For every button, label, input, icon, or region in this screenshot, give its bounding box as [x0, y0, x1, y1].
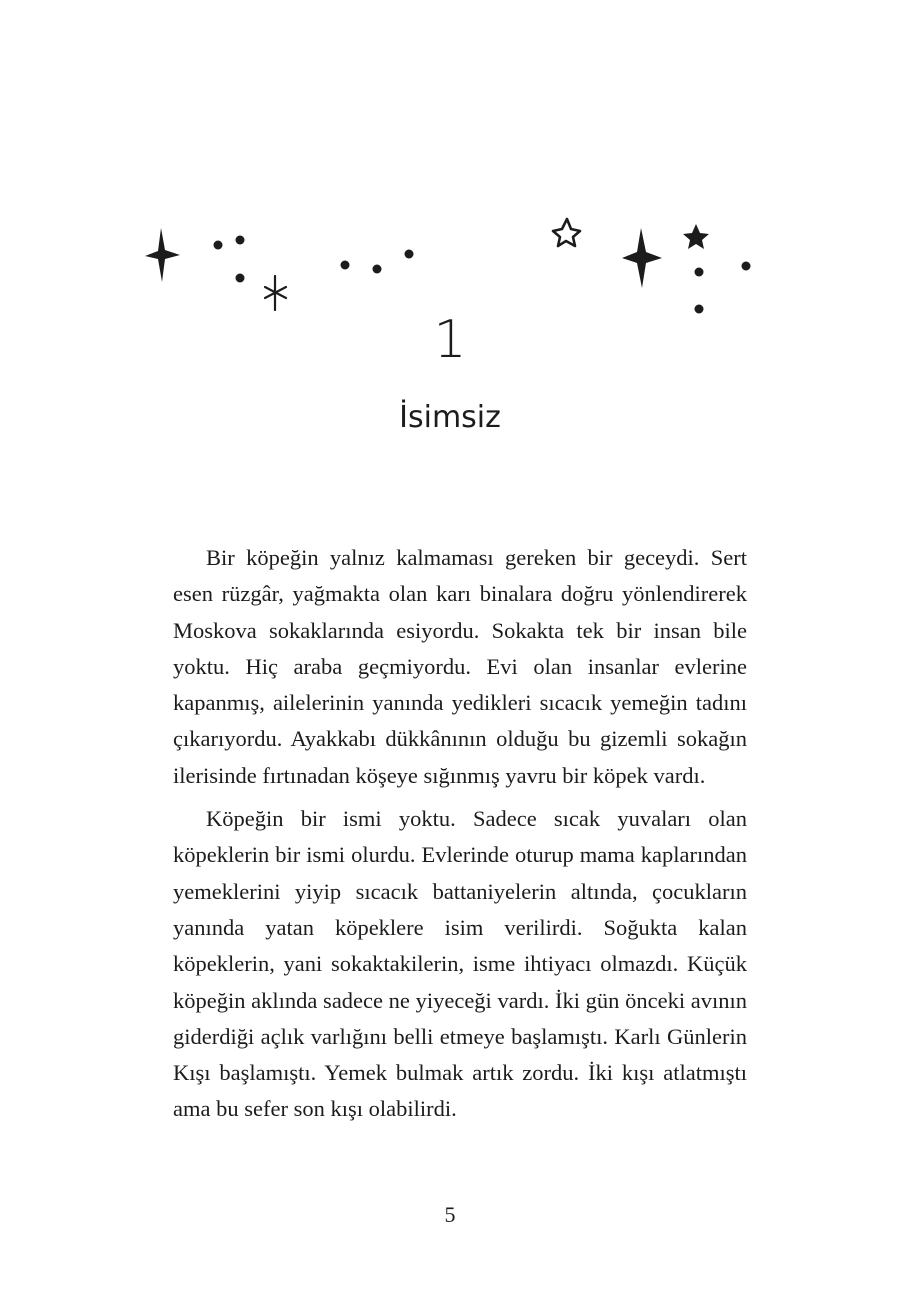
dot-icon: [405, 250, 414, 259]
dot-icon: [214, 241, 223, 250]
paragraph: Bir köpeğin yalnız kalmaması gereken bir geceydi. Sert esen rüzgâr, yağmakta olan karı binalara doğru yönlendirerek Moskova sokaklarında esiyordu. Sokakta tek bir insan bile yoktu. Hiç araba geçmiyordu. Evi olan insanlar evlerine kapanmış, ailelerinin yanında yedikleri sıcacık yemeğin tadını çıkarıyordu. Ayakkabı dükkânının olduğu bu gizemli sokağın ilerisinde fırtınadan köşeye sığınmış yavru bir köpek vardı.: [173, 545, 747, 788]
dot-icon: [695, 268, 704, 277]
star-decoration: [0, 0, 900, 340]
paragraph: Köpeğin bir ismi yoktu. Sadece sıcak yuvaları olan köpeklerin bir ismi olurdu. Evlerinde oturup mama kaplarından yemeklerini yiyip sıcacık battaniyelerin altında, çocukların yanında yatan köpeklere isim verilirdi. Soğukta kalan köpeklerin, yani sokaktakilerin, isme ihtiyacı olmazdı. Küçük köpeğin aklında sadece ne yiyeceği vardı. İki gün önceki avının giderdiği açlık varlığını belli etmeye başlamıştı. Karlı Günlerin Kışı başlamıştı. Yemek bulmak artık zordu. İki kışı atlatmıştı ama bu sefer son kışı olabilirdi.: [173, 806, 747, 1122]
sparkle-icon: [145, 228, 180, 282]
dot-icon: [236, 274, 245, 283]
dot-icon: [742, 262, 751, 271]
chapter-body: [173, 540, 747, 1128]
chapter-title: İsimsiz: [399, 400, 501, 435]
page-number: 5: [444, 1202, 456, 1227]
star-outline-icon: [553, 219, 580, 246]
dot-icon: [373, 265, 382, 274]
sparkle-icon: [622, 228, 662, 288]
chapter-number: 1: [433, 310, 467, 370]
dot-icon: [236, 236, 245, 245]
star-filled-icon: [683, 224, 709, 249]
dot-icon: [341, 261, 350, 270]
